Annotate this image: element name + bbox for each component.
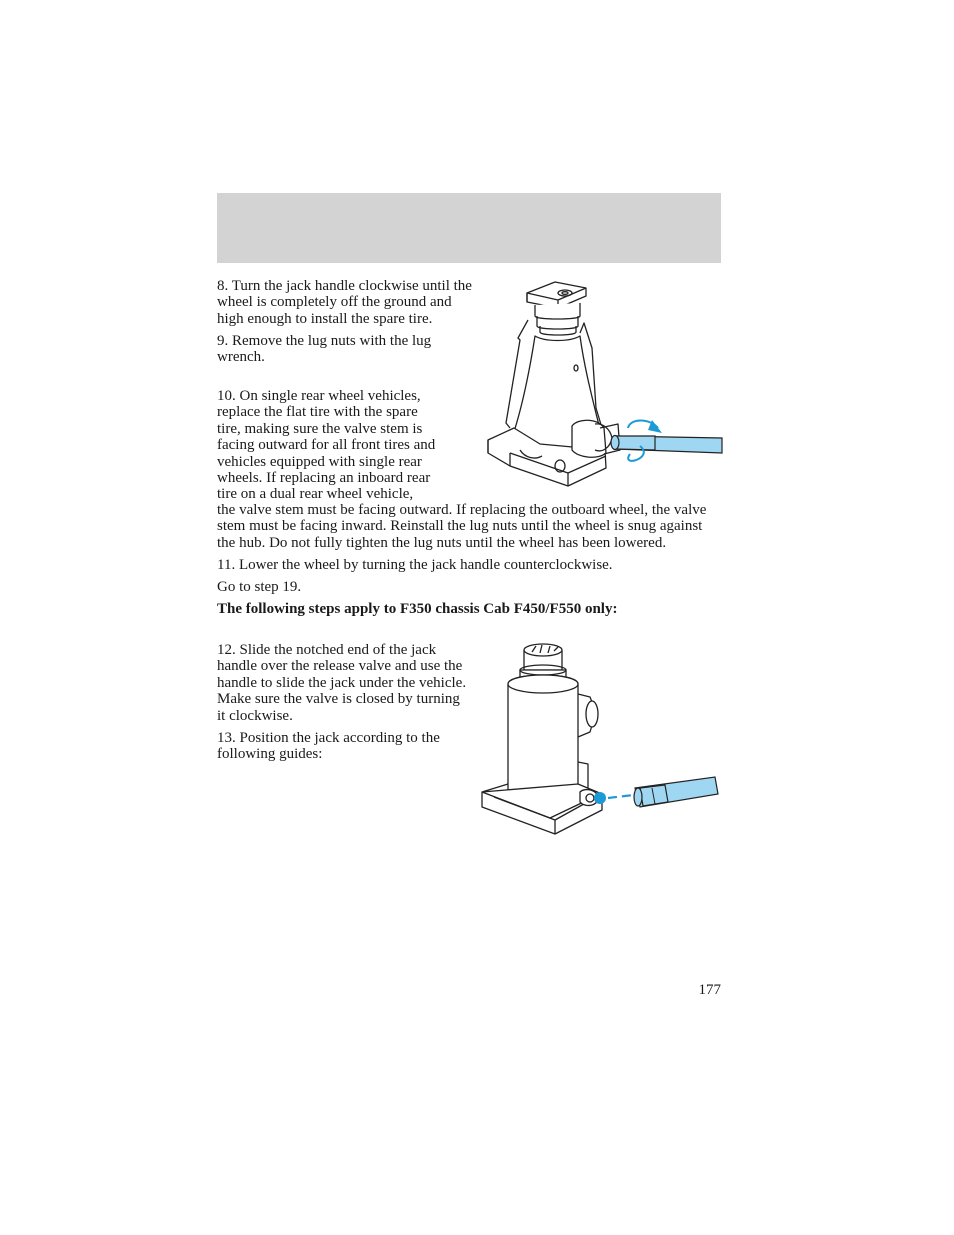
- goto-step: Go to step 19.: [217, 578, 302, 595]
- step-11: 11. Lower the wheel by turning the jack handle counterclockwise.: [217, 556, 613, 573]
- step-9: 9. Remove the lug nuts with the lug wrench.: [217, 332, 432, 366]
- step-10: [217, 388, 477, 503]
- step-10-line: facing outward for all front tires and: [217, 437, 436, 454]
- step-13: 13. Position the jack according to the following guides:: [217, 729, 440, 762]
- page-number: 177: [698, 982, 721, 998]
- step-8: 8. Turn the jack handle clockwise until the wheel is completely off the ground and high enough to install the spare tire.: [217, 278, 472, 327]
- bottle-jack-illustration: [480, 642, 725, 842]
- step-10-continued-block: [217, 502, 721, 622]
- step-10-line: wheels. If replacing an inboard rear: [217, 470, 431, 487]
- step-10-line: 10. On single rear wheel vehicles,: [217, 388, 421, 404]
- step-12: 12. Slide the notched end of the jack handle over the release valve and use the handle to slide the jack under the vehicle. Make sure the valve is closed by turning it clockwise.: [217, 642, 467, 724]
- section-header-band: [217, 193, 721, 263]
- step-10-continued: the valve stem must be facing outward. If replacing the outboard wheel, the valve stem must be facing inward. Reinstall the lug nuts until the wheel is snug against the hub. Do not fully tighten the lug nuts until the wheel has been lowered.: [217, 502, 707, 551]
- step-10-line: vehicles equipped with single rear: [217, 453, 422, 470]
- step-10-line: replace the flat tire with the spare: [217, 404, 418, 421]
- jack-handle-illustration: [480, 278, 725, 493]
- step-10-line: tire, making sure the valve stem is: [217, 420, 423, 437]
- steps-12-13: [217, 642, 467, 768]
- section-heading: The following steps apply to F350 chassis Cab F450/F550 only:: [217, 600, 618, 617]
- steps-8-9: [217, 278, 472, 371]
- step-10-line: tire on a dual rear wheel vehicle,: [217, 486, 414, 503]
